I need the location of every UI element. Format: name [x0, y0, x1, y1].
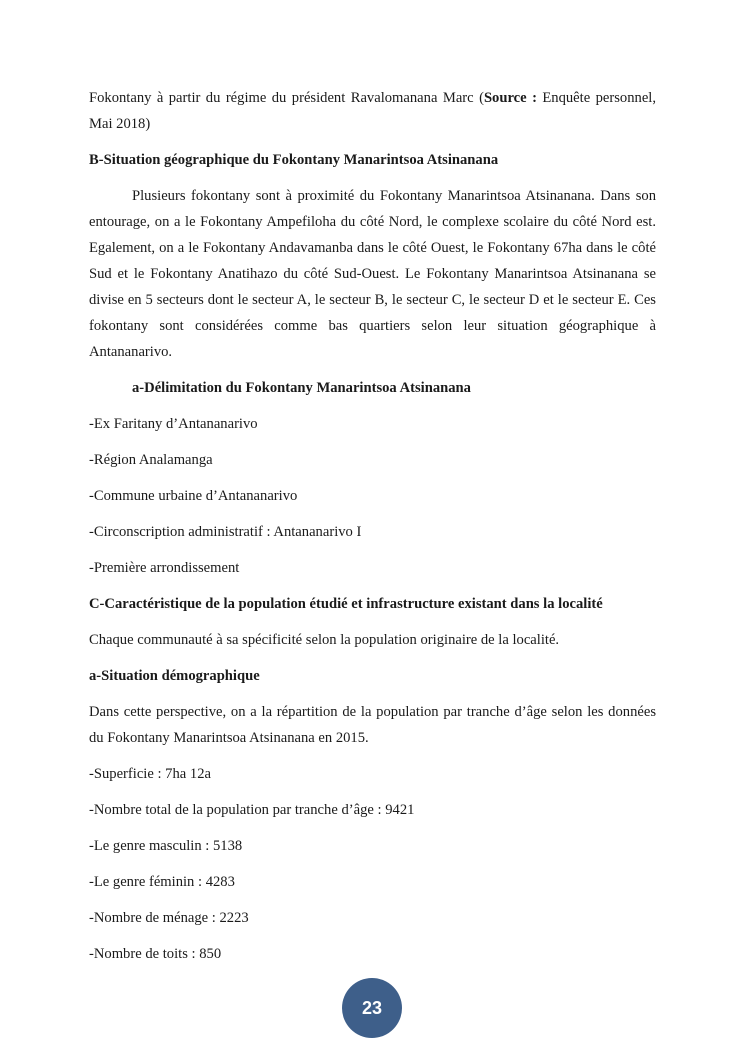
list-item: -Nombre de toits : 850 [89, 946, 222, 962]
page-number: 23 [361, 997, 383, 1018]
list-item: -Commune urbaine d’Antananarivo [89, 488, 298, 504]
list-item: -Nombre total de la population par tranche d’âge : 9421 [89, 802, 415, 818]
list-item: -Nombre de ménage : 2223 [89, 910, 249, 926]
section-b-paragraph: Plusieurs fokontany sont à proximité du Fokontany Manarintsoa Atsinanana. Dans son entourage, on a le Fokontany Ampefiloha du côté Nord, le complexe scolaire du côté Nord est. Egalement, on a le Fokontany Andavamanba dans le côté Ouest, le Fokontany 67ha dans le côté Sud et le Fokontany Anatihazo du côté Sud-Ouest. Le Fokontany Manarintsoa Atsinanana se divise en 5 secteurs dont le secteur A, le secteur B, le secteur C, le secteur D et le secteur E. Ces fokontany sont considérées comme bas quartiers selon leur situation géographique à Antananarivo. [89, 188, 656, 360]
list-item: -Région Analamanga [89, 452, 213, 468]
section-b-heading: B-Situation géographique du Fokontany Manarintsoa Atsinanana [89, 152, 499, 168]
demographic-paragraph: Dans cette perspective, on a la répartition de la population par tranche d’âge selon les données du Fokontany Manarintsoa Atsinanana en 2015. [89, 704, 656, 746]
list-item: -Le genre féminin : 4283 [89, 874, 235, 890]
list-item: -Superficie : 7ha 12a [89, 766, 211, 782]
demographic-subheading: a-Situation démographique [89, 668, 260, 684]
intro-text-end: Enquête personnel, Mai 2018) [89, 90, 656, 132]
page-number-badge [342, 978, 402, 1038]
list-item: -Le genre masculin : 5138 [89, 838, 243, 854]
section-c-heading: C-Caractéristique de la population étudié et infrastructure existant dans la localité [89, 596, 603, 612]
list-item: -Ex Faritany d’Antananarivo [89, 416, 258, 432]
document-page [89, 85, 656, 977]
intro-text-start: Fokontany à partir du régime du président Ravalomanana Marc ( [89, 90, 484, 106]
list-item: -Première arrondissement [89, 560, 240, 576]
list-item: -Circonscription administratif : Antananarivo I [89, 524, 362, 540]
intro-paragraph [89, 85, 656, 137]
delimitation-subheading: a-Délimitation du Fokontany Manarintsoa Atsinanana [132, 380, 471, 396]
source-label: Source : [483, 90, 537, 106]
section-c-paragraph: Chaque communauté à sa spécificité selon la population originaire de la localité. [89, 632, 560, 648]
